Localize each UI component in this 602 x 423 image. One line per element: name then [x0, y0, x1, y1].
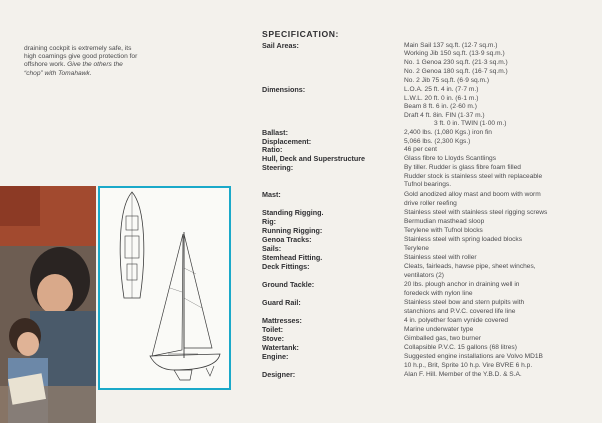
value-displacement: 5,066 lbs. (2,300 Kgs.) [404, 138, 471, 145]
label-deck-fittings: Deck Fittings: [262, 262, 310, 271]
value-guard-rail: stanchions and P.V.C. covered life line [404, 308, 516, 315]
value-standing-rigging: Stainless steel with stainless steel rigging screws [404, 209, 548, 216]
label-mast: Mast: [262, 190, 281, 199]
value-hull: Glass fibre to Lloyds Scantlings [404, 155, 496, 162]
label-stove: Stove: [262, 334, 284, 343]
value-toilet: Marine underwater type [404, 326, 474, 333]
label-engine: Engine: [262, 352, 289, 361]
value-sail-genoa2: No. 2 Genoa 180 sq.ft. (16·7 sq.m.) [404, 68, 508, 75]
value-dim-draft-twin: 3 ft. 0 in. TWIN (1·00 m.) [434, 120, 507, 127]
photo-illustration [0, 186, 96, 423]
label-running-rigging: Running Rigging: [262, 226, 323, 235]
value-mattresses: 4 in. polyether foam vynide covered [404, 317, 509, 324]
value-ground-tackle: foredeck with nylon line [404, 290, 473, 297]
intro-line [24, 61, 224, 69]
sailboat-drawing [100, 188, 229, 388]
label-standing-rigging: Standing Rigging. [262, 208, 324, 217]
label-ratio: Ratio: [262, 145, 283, 154]
value-sail-jib2: No. 2 Jib 75 sq.ft. (6·9 sq.m.) [404, 77, 490, 84]
label-genoa-tracks: Genoa Tracks: [262, 235, 312, 244]
label-stemhead-fitting: Stemhead Fitting. [262, 253, 323, 262]
value-ground-tackle: 20 lbs. plough anchor in draining well in [404, 281, 520, 288]
value-sail-main: Main Sail 137 sq.ft. (12·7 sq.m.) [404, 42, 498, 49]
value-steering: By tiller. Rudder is glass fibre foam filled [404, 164, 521, 171]
label-displacement: Displacement: [262, 137, 312, 146]
specification-title: SPECIFICATION: [262, 29, 339, 39]
label-designer: Designer: [262, 370, 296, 379]
value-ratio: 46 per cent [404, 146, 437, 153]
value-sails: Terylene [404, 245, 429, 252]
value-steering: Rudder stock is stainless steel with replaceable [404, 173, 543, 180]
value-rig: Bermudian masthead sloop [404, 218, 485, 225]
value-deck-fittings: Cleats, fairleads, hawse pipe, sheet winches, [404, 263, 536, 270]
label-ballast: Ballast: [262, 128, 288, 137]
label-steering: Steering: [262, 163, 294, 172]
value-engine: 10 h.p., Brit, Sprite 10 h.p. Vire BVRE 6 h.p. [404, 362, 533, 369]
value-designer: Alan F. Hill. Member of the Y.B.D. & S.A. [404, 371, 522, 378]
value-steering: Tufnol bearings. [404, 181, 452, 188]
value-sail-working-jib: Working Jib 150 sq.ft. (13·9 sq.m.) [404, 50, 505, 57]
intro-text: offshore work. [24, 61, 68, 69]
value-mast: Gold anodized alloy mast and boom with worm [404, 191, 541, 198]
intro-line: draining cockpit is extremely safe, its [24, 45, 132, 52]
intro-line: high coamings give good protection for [24, 53, 138, 61]
label-sail-areas: Sail Areas: [262, 41, 299, 50]
value-ballast: 2,400 lbs. (1,080 Kgs.) iron fin [404, 129, 492, 136]
label-sails: Sails: [262, 244, 282, 253]
value-dim-lwl: L.W.L. 20 ft. 0 in. (6·1 m.) [404, 95, 479, 102]
value-stove: Gimballed gas, two burner [404, 335, 481, 342]
value-watertank: Collapsible P.V.C. 15 gallons (68 litres) [404, 344, 517, 351]
value-dim-beam: Beam 8 ft. 6 in. (2·60 m.) [404, 103, 477, 110]
label-guard-rail: Guard Rail: [262, 298, 301, 307]
intro-paragraph [24, 45, 224, 78]
label-ground-tackle: Ground Tackle: [262, 280, 315, 289]
value-dim-loa: L.O.A. 25 ft. 4 in. (7·7 m.) [404, 86, 479, 93]
label-rig: Rig: [262, 217, 276, 226]
value-running-rigging: Terylene with Tufnol blocks [404, 227, 483, 234]
value-engine: Suggested engine installations are Volvo MD1B [404, 353, 543, 360]
value-sail-genoa1: No. 1 Genoa 230 sq.ft. (21·3 sq.m.) [404, 59, 508, 66]
value-deck-fittings: ventilators (2) [404, 272, 444, 279]
label-hull: Hull, Deck and Superstructure [262, 154, 366, 163]
value-genoa-tracks: Stainless steel with spring loaded blocks [404, 236, 523, 243]
label-toilet: Toilet: [262, 325, 284, 334]
value-mast: drive roller reefing [404, 200, 457, 207]
boat-plan-drawing [98, 186, 231, 390]
cockpit-photo [0, 186, 96, 423]
intro-italic-line: “chop” with Tomahawk. [24, 69, 92, 77]
label-dimensions: Dimensions: [262, 85, 306, 94]
intro-italic-text: Give the others the [67, 61, 123, 69]
label-watertank: Watertank: [262, 343, 299, 352]
value-dim-draft-fin: Draft 4 ft. 8in. FIN (1·37 m.) [404, 112, 485, 119]
label-mattresses: Mattresses: [262, 316, 302, 325]
value-guard-rail: Stainless steel bow and stern pulpits with [404, 299, 525, 306]
value-stemhead-fitting: Stainless steel with roller [404, 254, 477, 261]
